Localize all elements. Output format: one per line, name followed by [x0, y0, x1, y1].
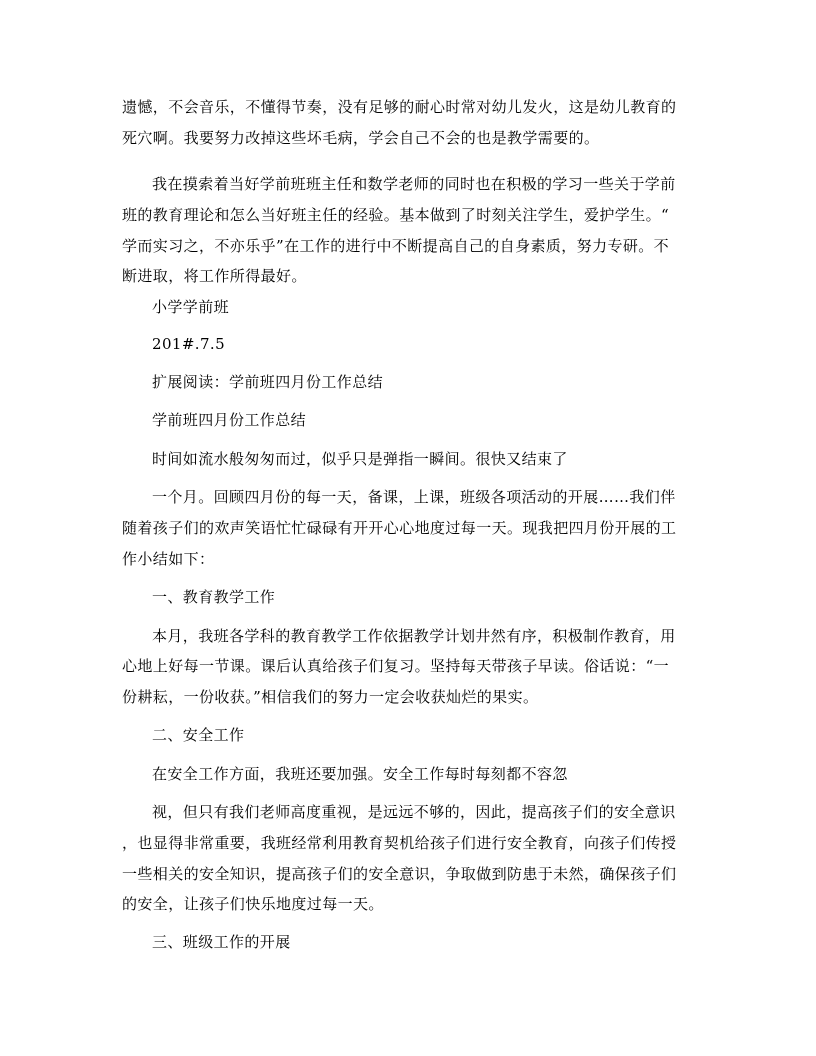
paragraph-line: 一些相关的安全知识，提高孩子们的安全意识，争取做到防患于未然，确保孩子们 [122, 865, 677, 883]
section-heading: 二、安全工作 [152, 726, 245, 744]
paragraph-line: 学而实习之，不亦乐乎”在工作的进行中不断提高自己的自身素质，努力专研。不 [122, 237, 670, 255]
paragraph-line: 死穴啊。我要努力改掉这些坏毛病，学会自己不会的也是教学需要的。 [122, 129, 600, 147]
signature: 小学学前班 [152, 298, 230, 316]
extended-reading-title: 扩展阅读：学前班四月份工作总结 [152, 373, 384, 391]
paragraph-line: 一个月。回顾四月份的每一天，备课，上课，班级各项活动的开展……我们伴 [152, 488, 676, 506]
section-heading: 一、教育教学工作 [152, 588, 276, 606]
paragraph-line: 时间如流水般匆匆而过，似乎只是弹指一瞬间。很快又结束了 [152, 450, 568, 468]
paragraph-line: 视，但只有我们老师高度重视，是远远不够的，因此，提高孩子们的安全意识 [152, 803, 676, 821]
paragraph-line: 断进取，将工作所得最好。 [122, 267, 307, 285]
paragraph-line: 班的教育理论和怎么当好班主任的经验。基本做到了时刻关注学生，爱护学生。“ [122, 206, 670, 224]
subtitle: 学前班四月份工作总结 [152, 411, 307, 429]
date: 201#.7.5 [152, 335, 226, 353]
paragraph-line: 在安全工作方面，我班还要加强。安全工作每时每刻都不容忽 [152, 765, 568, 783]
paragraph-line: 随着孩子们的欢声笑语忙忙碌碌有开开心心地度过每一天。现我把四月份开展的工 [122, 519, 677, 537]
paragraph-line: 份耕耘，一份收获。”相信我们的努力一定会收获灿烂的果实。 [122, 688, 539, 706]
paragraph-line: 心地上好每一节课。课后认真给孩子们复习。坚持每天带孩子早读。俗话说：“一 [122, 657, 670, 675]
paragraph-line: 我在摸索着当好学前班班主任和数学老师的同时也在积极的学习一些关于学前 [152, 175, 676, 193]
paragraph-line: 遗憾，不会音乐，不懂得节奏，没有足够的耐心时常对幼儿发火，这是幼儿教育的 [122, 98, 677, 116]
paragraph-line: ，也显得非常重要，我班经常利用教育契机给孩子们进行安全教育，向孩子们传授 [122, 834, 677, 852]
section-heading: 三、班级工作的开展 [152, 933, 291, 951]
paragraph-line: 本月，我班各学科的教育教学工作依据教学计划井然有序，积极制作教育，用 [152, 627, 676, 645]
paragraph-line: 作小结如下： [122, 550, 215, 568]
paragraph-line: 的安全，让孩子们快乐地度过每一天。 [122, 895, 384, 913]
